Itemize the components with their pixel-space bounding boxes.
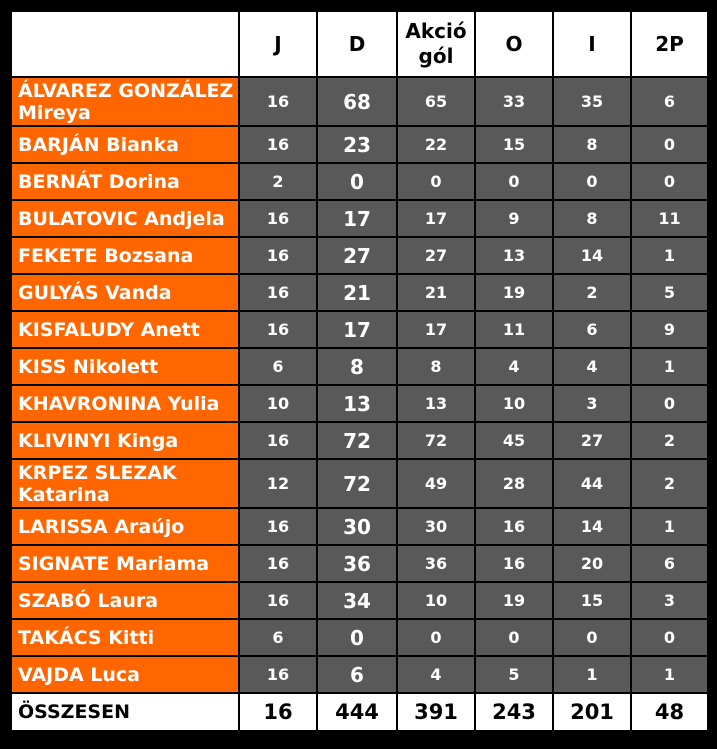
- col-o-value: 16: [475, 508, 553, 545]
- col-akcio-value: 4: [397, 656, 475, 693]
- player-name-line1: KISS Nikolett: [18, 355, 159, 378]
- table-row: [11, 545, 708, 582]
- player-name: [11, 237, 239, 274]
- table-row: [11, 126, 708, 163]
- player-name: [11, 274, 239, 311]
- col-j-value: 6: [239, 348, 317, 385]
- header-akcio-line1: Akció: [405, 19, 467, 43]
- header-corner: [11, 11, 239, 77]
- player-name: [11, 348, 239, 385]
- table-row: [11, 77, 708, 126]
- col-j-value: 16: [239, 274, 317, 311]
- col-d-value: 30: [317, 508, 397, 545]
- col-2p-value: 9: [631, 311, 708, 348]
- col-i-value: 44: [553, 459, 631, 508]
- col-2p-value: 1: [631, 508, 708, 545]
- col-j-value: 12: [239, 459, 317, 508]
- col-o-value: 16: [475, 545, 553, 582]
- col-d-value: 68: [317, 77, 397, 126]
- col-j-value: 16: [239, 311, 317, 348]
- col-2p-value: 1: [631, 237, 708, 274]
- col-2p-value: 2: [631, 459, 708, 508]
- col-j-value: 16: [239, 126, 317, 163]
- table-row: [11, 200, 708, 237]
- player-name-line1: TAKÁCS Kitti: [18, 626, 155, 649]
- col-o-value: 11: [475, 311, 553, 348]
- total-j: 16: [239, 693, 317, 731]
- player-name-line1: KRPEZ SLEZAK: [18, 461, 177, 484]
- player-name: [11, 77, 239, 126]
- player-name-line1: KISFALUDY Anett: [18, 318, 200, 341]
- col-o-value: 0: [475, 163, 553, 200]
- player-name-line1: SIGNATE Mariama: [18, 552, 210, 575]
- col-d-value: 0: [317, 619, 397, 656]
- table-row: [11, 237, 708, 274]
- player-name-line1: KHAVRONINA Yulia: [18, 392, 220, 415]
- col-akcio-value: 72: [397, 422, 475, 459]
- col-2p-value: 5: [631, 274, 708, 311]
- table-row: [11, 459, 708, 508]
- col-2p-value: 0: [631, 126, 708, 163]
- player-name: [11, 459, 239, 508]
- col-akcio-value: 27: [397, 237, 475, 274]
- col-i-value: 4: [553, 348, 631, 385]
- player-stats-table: [10, 10, 709, 732]
- col-o-value: 15: [475, 126, 553, 163]
- player-name-line2: Katarina: [18, 483, 110, 506]
- col-akcio-value: 36: [397, 545, 475, 582]
- col-i-value: 8: [553, 200, 631, 237]
- header-2p: 2P: [631, 11, 708, 77]
- player-name: [11, 545, 239, 582]
- col-j-value: 16: [239, 508, 317, 545]
- col-i-value: 0: [553, 619, 631, 656]
- col-2p-value: 1: [631, 656, 708, 693]
- col-akcio-value: 0: [397, 619, 475, 656]
- col-i-value: 14: [553, 508, 631, 545]
- col-akcio-value: 17: [397, 311, 475, 348]
- col-2p-value: 2: [631, 422, 708, 459]
- table-row: [11, 656, 708, 693]
- col-j-value: 16: [239, 422, 317, 459]
- col-akcio-value: 8: [397, 348, 475, 385]
- col-2p-value: 6: [631, 545, 708, 582]
- player-name-line1: LARISSA Araújo: [18, 515, 185, 538]
- player-name: [11, 619, 239, 656]
- col-i-value: 1: [553, 656, 631, 693]
- total-2p: 48: [631, 693, 708, 731]
- table-row: [11, 422, 708, 459]
- col-o-value: 19: [475, 582, 553, 619]
- col-o-value: 9: [475, 200, 553, 237]
- player-name: [11, 422, 239, 459]
- player-name-line1: BULATOVIC Andjela: [18, 207, 225, 230]
- col-j-value: 16: [239, 656, 317, 693]
- player-name-line1: ÁLVAREZ GONZÁLEZ: [18, 79, 234, 102]
- total-d: 444: [317, 693, 397, 731]
- table-row: [11, 619, 708, 656]
- col-i-value: 15: [553, 582, 631, 619]
- col-o-value: 0: [475, 619, 553, 656]
- col-j-value: 6: [239, 619, 317, 656]
- total-akcio: 391: [397, 693, 475, 731]
- header-j: J: [239, 11, 317, 77]
- total-o: 243: [475, 693, 553, 731]
- col-j-value: 2: [239, 163, 317, 200]
- col-2p-value: 1: [631, 348, 708, 385]
- col-akcio-value: 21: [397, 274, 475, 311]
- header-o: O: [475, 11, 553, 77]
- col-d-value: 23: [317, 126, 397, 163]
- player-name: [11, 508, 239, 545]
- col-akcio-value: 0: [397, 163, 475, 200]
- player-name: [11, 163, 239, 200]
- table-row: [11, 348, 708, 385]
- col-2p-value: 0: [631, 163, 708, 200]
- player-name-line2: Mireya: [18, 101, 91, 124]
- col-2p-value: 6: [631, 77, 708, 126]
- col-akcio-value: 30: [397, 508, 475, 545]
- header-akcio-gol: [397, 11, 475, 77]
- col-d-value: 21: [317, 274, 397, 311]
- player-name: [11, 126, 239, 163]
- col-j-value: 16: [239, 237, 317, 274]
- player-name-line1: KLIVINYI Kinga: [18, 429, 179, 452]
- player-name: [11, 311, 239, 348]
- col-o-value: 4: [475, 348, 553, 385]
- col-o-value: 28: [475, 459, 553, 508]
- col-2p-value: 3: [631, 582, 708, 619]
- player-name: [11, 656, 239, 693]
- player-name-line1: BARJÁN Bianka: [18, 133, 179, 156]
- col-akcio-value: 10: [397, 582, 475, 619]
- player-name: [11, 200, 239, 237]
- player-name-line1: FEKETE Bozsana: [18, 244, 194, 267]
- header-d: D: [317, 11, 397, 77]
- table-row: [11, 163, 708, 200]
- header-akcio-line2: gól: [418, 44, 454, 68]
- col-akcio-value: 13: [397, 385, 475, 422]
- col-d-value: 27: [317, 237, 397, 274]
- col-j-value: 16: [239, 545, 317, 582]
- col-d-value: 13: [317, 385, 397, 422]
- col-j-value: 16: [239, 77, 317, 126]
- player-name: [11, 385, 239, 422]
- table-row: [11, 582, 708, 619]
- col-akcio-value: 65: [397, 77, 475, 126]
- col-d-value: 0: [317, 163, 397, 200]
- header-row: [11, 11, 708, 77]
- col-i-value: 20: [553, 545, 631, 582]
- col-d-value: 72: [317, 422, 397, 459]
- col-j-value: 16: [239, 582, 317, 619]
- col-j-value: 10: [239, 385, 317, 422]
- col-akcio-value: 49: [397, 459, 475, 508]
- table-row: [11, 311, 708, 348]
- player-name-line1: BERNÁT Dorina: [18, 170, 180, 193]
- col-akcio-value: 17: [397, 200, 475, 237]
- col-o-value: 45: [475, 422, 553, 459]
- total-label: ÖSSZESEN: [11, 693, 239, 731]
- col-2p-value: 0: [631, 385, 708, 422]
- header-i: I: [553, 11, 631, 77]
- col-o-value: 33: [475, 77, 553, 126]
- col-i-value: 35: [553, 77, 631, 126]
- player-name-line1: SZABÓ Laura: [18, 589, 159, 612]
- total-row: [11, 693, 708, 731]
- col-o-value: 10: [475, 385, 553, 422]
- col-j-value: 16: [239, 200, 317, 237]
- col-d-value: 17: [317, 200, 397, 237]
- col-d-value: 6: [317, 656, 397, 693]
- col-i-value: 2: [553, 274, 631, 311]
- col-o-value: 19: [475, 274, 553, 311]
- table-row: [11, 274, 708, 311]
- table-row: [11, 385, 708, 422]
- col-2p-value: 11: [631, 200, 708, 237]
- col-akcio-value: 22: [397, 126, 475, 163]
- col-o-value: 5: [475, 656, 553, 693]
- col-d-value: 17: [317, 311, 397, 348]
- col-d-value: 8: [317, 348, 397, 385]
- col-i-value: 8: [553, 126, 631, 163]
- col-i-value: 3: [553, 385, 631, 422]
- col-i-value: 0: [553, 163, 631, 200]
- player-name-line1: VAJDA Luca: [18, 663, 140, 686]
- col-i-value: 27: [553, 422, 631, 459]
- total-i: 201: [553, 693, 631, 731]
- player-name: [11, 582, 239, 619]
- player-name-line1: GULYÁS Vanda: [18, 281, 172, 304]
- table-row: [11, 508, 708, 545]
- col-2p-value: 0: [631, 619, 708, 656]
- col-i-value: 6: [553, 311, 631, 348]
- col-d-value: 72: [317, 459, 397, 508]
- col-d-value: 34: [317, 582, 397, 619]
- col-o-value: 13: [475, 237, 553, 274]
- col-i-value: 14: [553, 237, 631, 274]
- col-d-value: 36: [317, 545, 397, 582]
